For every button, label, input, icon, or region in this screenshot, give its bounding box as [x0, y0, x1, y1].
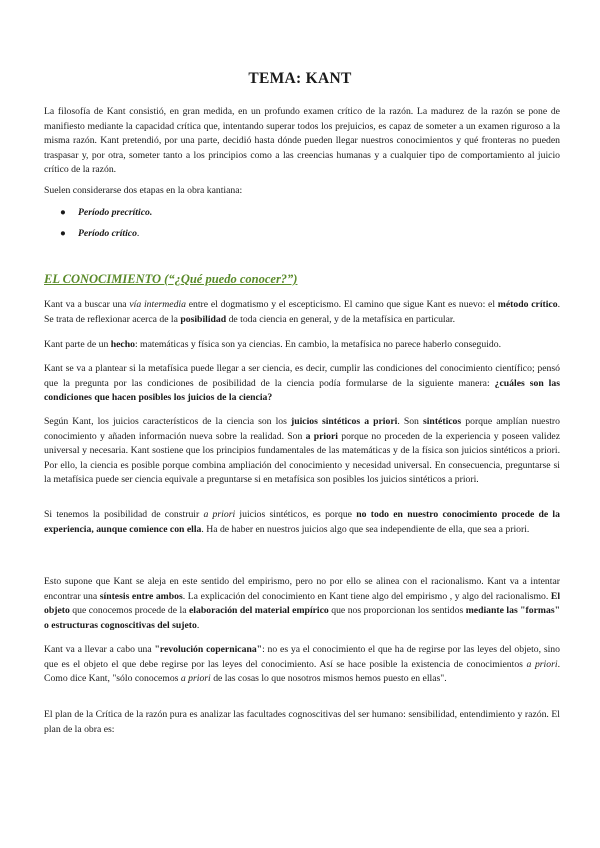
paragraph-a-priori: Si tenemos la posibilidad de construir a priori juicios sintéticos, es porque no todo en nuestro conocimiento procede de la experiencia, aunque comience con ella. Ha de haber en nuestros juicios algo que sea independiente de ella, que sea a priori.	[44, 509, 560, 535]
paragraph-plan: El plan de la Crítica de la razón pura es analizar las facultades cognoscitivas del ser humano: sensibilidad, entendimiento y razón. El plan de la obra es:	[44, 709, 560, 735]
paragraph-via-intermedia: Kant va a buscar una vía intermedia entre el dogmatismo y el escepticismo. El camino que sigue Kant es nuevo: el método crítico. Se trata de reflexionar acerca de la posibilidad de toda ciencia en general, y de la metafísica en particular.	[44, 299, 560, 325]
paragraph-sintesis: Esto supone que Kant se aleja en este sentido del empirismo, pero no por ello se alinea con el racionalismo. Kant va a intentar encontrar una síntesis entre ambos. La explicación del conocimiento en Kant tiene algo del empirismo , y algo del racionalismo. El objeto que conocemos procede de la elaboración del material empírico que nos proporcionan los sentidos mediante las "formas" o estructuras cognoscitivas del sujeto.	[44, 576, 561, 631]
section-heading: EL CONOCIMIENTO (“¿Qué puedo conocer?”)	[44, 272, 298, 286]
intro-paragraph: La filosofía de Kant consistió, en gran medida, en un profundo examen crítico de la razón. La madurez de la razón se pone de manifiesto mediante la capacidad crítica que, intentando superar todos los prejuicios, es capaz de someter a un examen riguroso a la misma razón. Kant pretendió, por una parte, decidió hasta dónde pueden llegar nuestros conocimientos y qué fronteras no pueden traspasar y, por otra, someter tanto a los principios como a las creencias humanas y a cualquier tipo de comportamiento al juicio crítico de la razón.	[44, 106, 560, 176]
list-item: ● Período crítico.	[60, 228, 140, 239]
list-item: ● Período precrítico.	[60, 207, 153, 218]
paragraph-juicios: Según Kant, los juicios característicos de la ciencia son los juicios sintéticos a priori. Son sintéticos porque amplían nuestro conocimiento y añaden información nueva sobre la realidad. Son a priori porque no proceden de la experiencia y poseen validez universal y necesaria. Kant sostiene que los principios fundamentales de las matemáticas y de la física son juicios sintéticos a priori. Por ello, la ciencia es posible porque combina ampliación del conocimiento y necesidad universal. En consecuencia, preguntarse si la metafísica puede ser ciencia equivale a preguntarse si en metafísica son posibles los juicios sintéticos a priori.	[44, 416, 561, 486]
stages-intro: Suelen considerarse dos etapas en la obra kantiana:	[44, 185, 243, 196]
bullet-icon: ●	[60, 228, 66, 239]
stages-list	[60, 206, 152, 248]
bullet-icon: ●	[60, 207, 66, 218]
page-title: TEMA: KANT	[248, 70, 352, 87]
paragraph-revolucion: Kant va a llevar a cabo una "revolución copernicana": no es ya el conocimiento el que ha de regirse por las leyes del objeto, sino que es el objeto el que debe regirse por las leyes del conocimiento. Así se hace posible la existencia de conocimientos a priori. Como dice Kant, "sólo conocemos a priori de las cosas lo que nosotros mismos hemos puesto en ellas".	[44, 644, 560, 685]
paragraph-metafisica: Kant se va a plantear si la metafísica puede llegar a ser ciencia, es decir, cumplir las condiciones del conocimiento científico; pensó que la pregunta por las condiciones de posibilidad de la ciencia podía formularse de la siguiente manera: ¿cuáles son las condiciones que hacen posibles los juicios de la ciencia?	[44, 363, 560, 404]
paragraph-hecho: Kant parte de un hecho: matemáticas y física son ya ciencias. En cambio, la metafísica no parece haberlo conseguido.	[44, 339, 502, 350]
